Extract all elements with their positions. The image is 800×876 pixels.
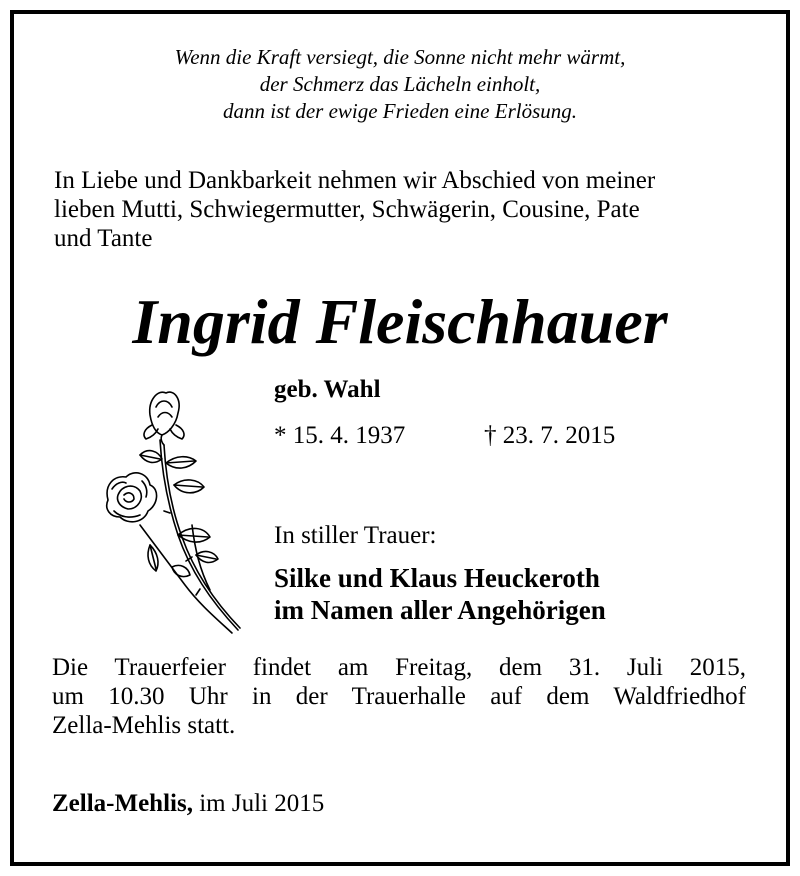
funeral-line: um 10.30 Uhr in der Trauerhalle auf dem Waldfriedhof	[52, 683, 746, 710]
rose-icon	[100, 385, 245, 635]
birth-name: geb. Wahl	[274, 376, 381, 403]
deceased-name: Ingrid Fleischhauer	[132, 286, 668, 357]
date: im Juli 2015	[199, 790, 325, 817]
intro-line: und Tante	[54, 225, 153, 252]
intro-text	[54, 166, 754, 253]
poem	[40, 44, 760, 125]
poem-line: Wenn die Kraft versiegt, die Sonne nicht mehr wärmt,	[174, 45, 626, 69]
place-date	[52, 790, 324, 818]
place: Zella-Mehlis,	[52, 790, 193, 817]
intro-line: In Liebe und Dankbarkeit nehmen wir Abschied von meiner	[54, 167, 656, 194]
mourners	[274, 562, 606, 626]
mourning-label: In stiller Trauer:	[274, 522, 437, 549]
intro-line: lieben Mutti, Schwiegermutter, Schwägerin, Cousine, Pate	[54, 196, 640, 223]
mourners-line: im Namen aller Angehörigen	[274, 595, 606, 625]
birth-date: * 15. 4. 1937	[274, 422, 406, 449]
poem-line: der Schmerz das Lächeln einholt,	[259, 72, 541, 96]
mourners-line: Silke und Klaus Heuckeroth	[274, 563, 600, 593]
death-date: † 23. 7. 2015	[484, 422, 616, 449]
funeral-info	[52, 653, 746, 740]
poem-line: dann ist der ewige Frieden eine Erlösung.	[222, 99, 578, 123]
funeral-line: Zella-Mehlis statt.	[52, 712, 236, 739]
funeral-line: Die Trauerfeier findet am Freitag, dem 31. Juli 2015,	[52, 654, 746, 681]
life-dates	[274, 422, 616, 450]
